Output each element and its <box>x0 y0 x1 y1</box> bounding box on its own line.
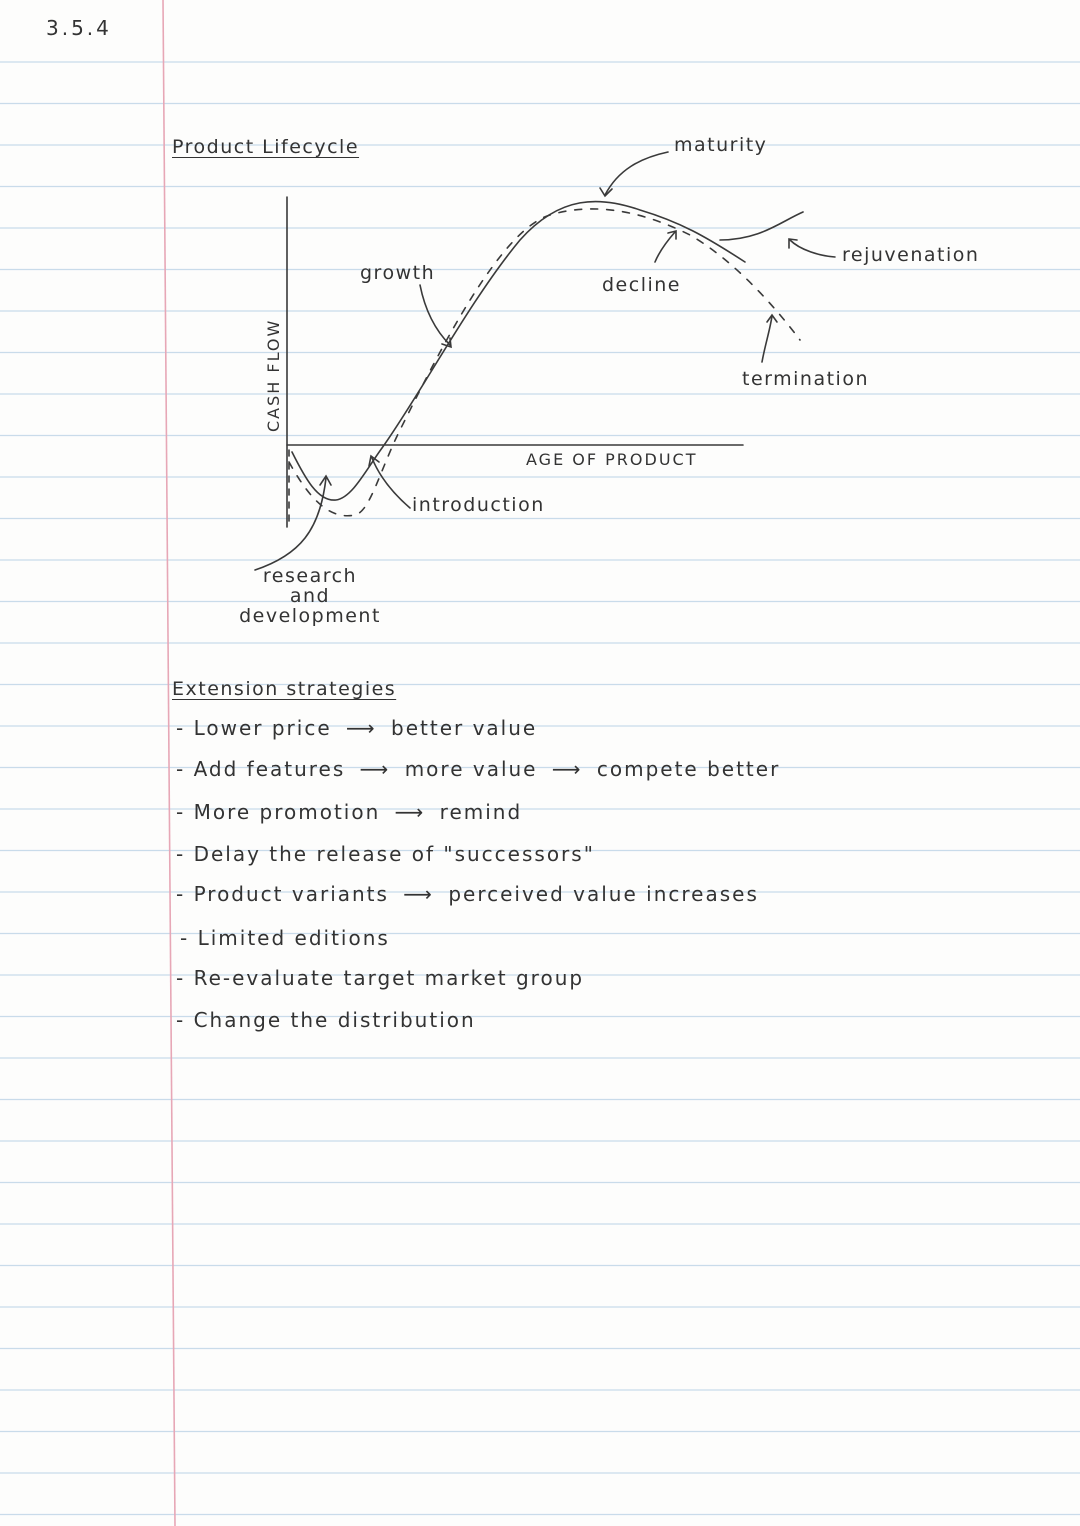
maturity-arrow <box>605 152 668 195</box>
termination-arrow <box>762 316 772 362</box>
strategy-item <box>180 926 390 950</box>
strategy-item <box>176 882 759 906</box>
extension-heading: Extension strategies <box>172 678 397 700</box>
y-axis-label: CASH FLOW <box>264 318 283 432</box>
rnd-arrow <box>255 478 326 570</box>
strategy-text: More promotion <box>193 800 381 824</box>
strategy-dash: - <box>176 716 186 740</box>
label-termination: termination <box>742 368 869 390</box>
label-rnd-line1: research <box>262 565 358 587</box>
strategy-text: Lower price <box>193 716 332 740</box>
rejuvenation-arrow <box>790 240 835 257</box>
strategy-item <box>176 1008 476 1032</box>
strategy-item <box>176 800 522 824</box>
strategy-text: Re-evaluate target market group <box>193 966 585 990</box>
strategy-dash: - <box>176 842 186 866</box>
x-axis-label: AGE OF PRODUCT <box>526 450 698 469</box>
strategy-item <box>176 966 584 990</box>
growth-arrow <box>420 285 450 345</box>
arrow-icon: ⟶ <box>403 882 434 906</box>
strategy-item <box>176 716 537 740</box>
strategy-result: remind <box>439 800 523 824</box>
decline-arrow <box>655 232 675 262</box>
arrow-icon: ⟶ <box>359 757 391 781</box>
strategy-text: Product variants <box>193 882 389 906</box>
strategy-text: Change the distribution <box>193 1008 476 1032</box>
page-number: 3.5.4 <box>46 16 112 40</box>
arrow-icon: ⟶ <box>394 800 426 824</box>
label-rejuvenation: rejuvenation <box>842 244 980 266</box>
lifecycle-diagram <box>0 0 1080 700</box>
strategy-dash: - <box>176 966 186 990</box>
strategy-result: more value <box>404 757 538 781</box>
label-rnd-line3: development <box>239 605 381 627</box>
strategy-dash: - <box>176 1008 186 1032</box>
strategy-text: Limited editions <box>197 926 390 950</box>
section-title: Product Lifecycle <box>172 136 360 158</box>
label-decline: decline <box>602 274 681 296</box>
dashed-curve <box>289 209 800 516</box>
strategy-dash: - <box>176 800 186 824</box>
strategy-result: better value <box>391 716 538 740</box>
strategy-text: Add features <box>193 757 346 781</box>
strategy-dash: - <box>180 926 190 950</box>
arrow-icon: ⟶ <box>345 716 377 740</box>
strategy-dash: - <box>176 757 186 781</box>
strategy-result-secondary: compete better <box>596 757 781 781</box>
strategy-dash: - <box>176 882 186 906</box>
label-introduction: introduction <box>412 494 545 516</box>
label-growth: growth <box>360 262 436 284</box>
strategy-text: Delay the release of "successors" <box>193 842 595 866</box>
rejuvenation-branch <box>720 212 803 240</box>
label-maturity: maturity <box>674 134 768 156</box>
label-rnd-line2: and <box>289 585 331 607</box>
strategy-result: perceived value increases <box>448 882 759 906</box>
label-rnd <box>220 566 400 626</box>
strategy-item <box>176 842 595 866</box>
strategy-item <box>176 757 780 781</box>
arrow-icon: ⟶ <box>551 757 583 781</box>
